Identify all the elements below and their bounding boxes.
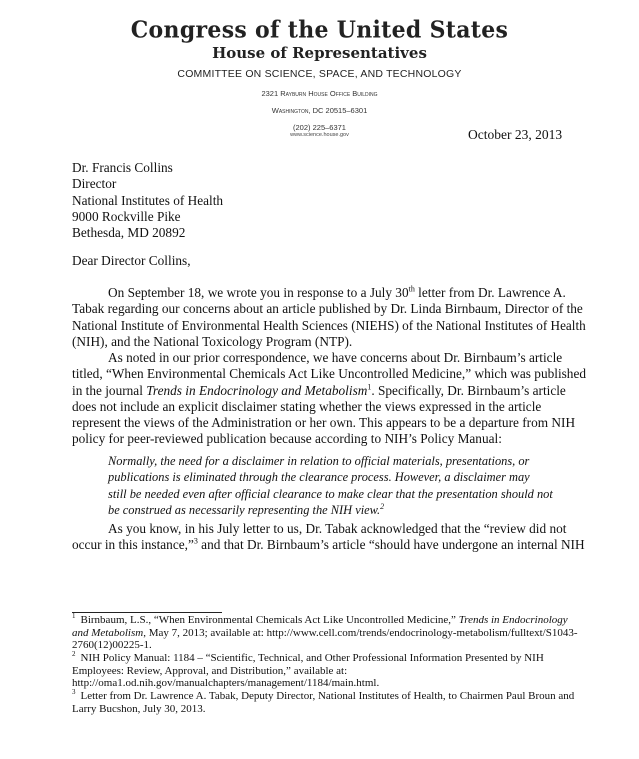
journal-title: Trends in Endocrinology (458, 614, 568, 626)
footnotes (72, 614, 578, 716)
text-run: On September 18, we wrote you in response to a July 30 (108, 285, 409, 300)
recipient-title: Director (72, 176, 117, 192)
footnote-1-cont: 2760(12)00225-1. (72, 639, 152, 652)
recipient-address (72, 160, 223, 241)
footnote-number: 2 (72, 650, 76, 659)
text-run: and that Dr. Birnbaum’s article “should have undergone an internal NIH (197, 537, 585, 553)
paragraph-1 (72, 285, 586, 350)
letterhead-address-line2: Washington, DC 20515–6301 (271, 106, 368, 115)
paragraph-line: titled, “When Environmental Chemicals Act Like Uncontrolled Medicine,” which was published (72, 366, 587, 382)
paragraph-line (72, 537, 586, 553)
letterhead-website: www.science.house.gov (290, 132, 349, 138)
quote-line: Normally, the need for a disclaimer in relation to official materials, presentations, or (108, 454, 530, 468)
paragraph-line (72, 383, 586, 399)
recipient-city-state-zip: Bethesda, MD 20892 (72, 225, 186, 241)
quote-line: still be needed even after official clearance to make clear that the presentation should not (108, 486, 553, 501)
footnote-1 (72, 614, 578, 627)
paragraph-line: As noted in our prior correspondence, we have concerns about Dr. Birnbaum’s article (108, 350, 563, 365)
recipient-street: 9000 Rockville Pike (72, 208, 181, 224)
paragraph-line: represent the views of the Administration or her own. This appears to be a departure from NIH (72, 415, 576, 431)
letterhead-title: Congress of the United States (130, 16, 509, 44)
text-run: in the journal (72, 382, 147, 398)
footnote-3-cont: Larry Bucshon, July 30, 2013. (72, 702, 206, 715)
journal-title: Trends in Endocrinology and Metabolism (146, 382, 368, 398)
footnote-2-cont: http://oma1.od.nih.gov/manualchapters/management/1184/main.html. (72, 677, 380, 690)
paragraph-2 (72, 350, 586, 448)
superscript: th (408, 284, 415, 294)
footnote-divider (72, 612, 222, 613)
paragraph-line (72, 285, 586, 301)
letterhead-address-line1: 2321 Rayburn House Office Building (261, 89, 378, 98)
paragraph-line: Tabak regarding our concerns about an article published by Dr. Linda Birnbaum, Director of the (72, 301, 583, 317)
footnote-ref-2: 2 (380, 501, 385, 511)
paragraph-line: National Institute of Environmental Health Sciences (NIEHS) of the National Institutes of Health (72, 317, 586, 333)
paragraph-line: does not include an explicit disclaimer stating whether the views expressed in the article (72, 398, 542, 414)
letterhead-phone: (202) 225–6371 (293, 123, 346, 132)
paragraph-3 (72, 521, 586, 554)
footnote-number: 1 (72, 612, 76, 621)
paragraph-line: policy for peer-reviewed publication because according to NIH’s Policy Manual: (72, 431, 502, 447)
quote-line: publications is eliminated through the clearance process. However, a disclaimer may (108, 470, 530, 485)
block-quote (108, 453, 553, 518)
text-run: NIH Policy Manual: 1184 – “Scientific, Technical, and Other Professional Information Presented by NIH (80, 652, 544, 665)
footnote-2-cont: Employees: Review, Approval, and Distribution,” available at: (72, 664, 348, 677)
text-run: letter from Dr. Lawrence A. (414, 285, 566, 300)
letterhead-subtitle: House of Representatives (212, 44, 427, 62)
footnote-2 (72, 652, 578, 665)
text-run: . Specifically, Dr. Birnbaum’s article (371, 382, 566, 398)
footnote-number: 3 (72, 688, 76, 697)
journal-title: and Metabolism (72, 626, 144, 639)
recipient-organization: National Institutes of Health (72, 192, 224, 208)
letterhead-committee: COMMITTEE ON SCIENCE, SPACE, AND TECHNOLOGY (177, 68, 462, 80)
paragraph-line: (NIH), and the National Toxicology Program (NTP). (72, 333, 353, 349)
recipient-name: Dr. Francis Collins (72, 160, 173, 175)
text-run: Birnbaum, L.S., “When Environmental Chemicals Act Like Uncontrolled Medicine,” (80, 614, 459, 626)
text-run: occur in this instance,” (72, 537, 194, 553)
footnote-ref-3: 3 (193, 536, 198, 546)
footnote-ref-1: 1 (367, 382, 372, 392)
footnote-1-cont (72, 627, 578, 640)
letter-date: October 23, 2013 (468, 127, 563, 142)
salutation: Dear Director Collins, (72, 253, 191, 268)
paragraph-line: As you know, in his July letter to us, Dr. Tabak acknowledged that the “review did not (108, 521, 567, 536)
text-run: , May 7, 2013; available at: http://www.cell.com/trends/endocrinology-metabolism/fulltext/S1043- (143, 626, 578, 639)
text-run: Letter from Dr. Lawrence A. Tabak, Deputy Director, National Institutes of Health, to Chairmen Paul Broun and (80, 690, 575, 703)
footnote-3 (72, 690, 578, 703)
text-run: be construed as necessarily representing the NIH view. (108, 502, 381, 517)
quote-line (108, 502, 553, 518)
